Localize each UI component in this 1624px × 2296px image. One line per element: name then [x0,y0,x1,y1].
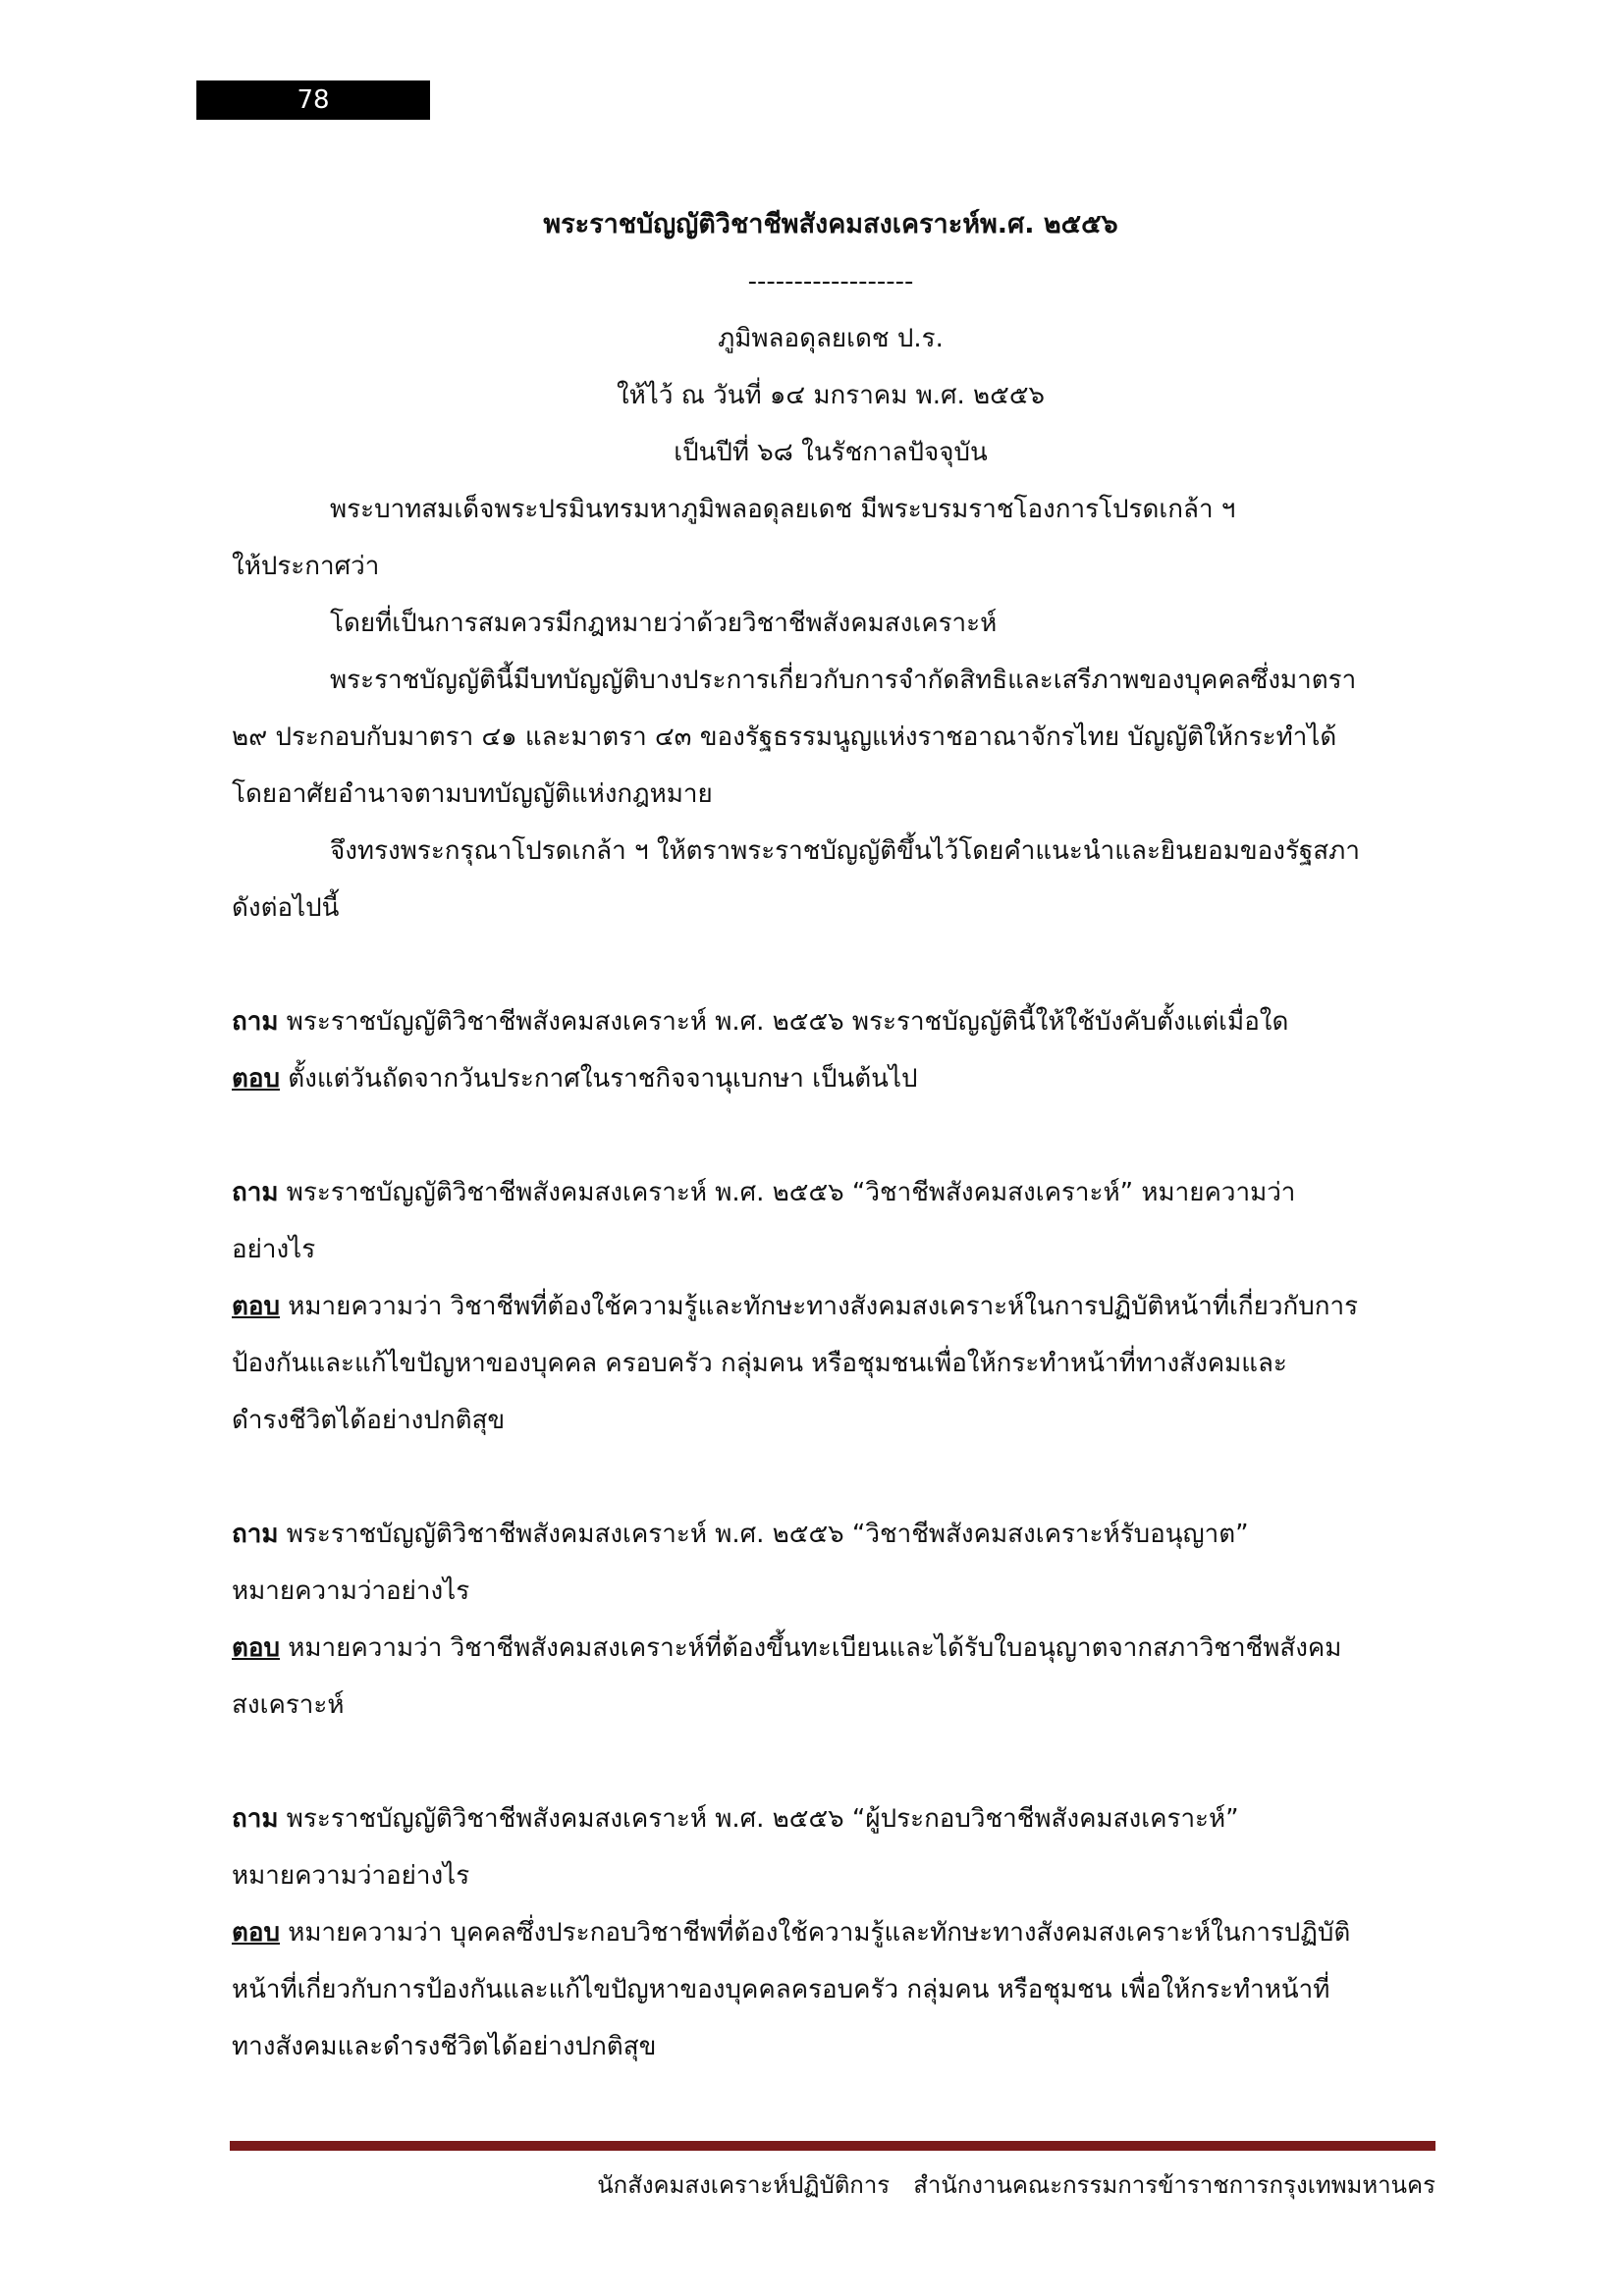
answer-text: สงเคราะห์ [232,1690,345,1720]
answer-line [232,1961,1430,2018]
answer-text: หน้าที่เกี่ยวกับการป้องกันและแก้ไขปัญหาของบุคคลครอบครัว กลุ่มคน หรือชุมชน เพื่อให้กระทำหน้าที่ [232,1975,1330,2004]
answer-text: ป้องกันและแก้ไขปัญหาของบุคคล ครอบครัว กลุ่มคน หรือชุมชนเพื่อให้กระทำหน้าที่ทางสังคมและ [232,1349,1287,1378]
answer-line [232,2018,1430,2075]
answer-label: ตอบ [232,1633,281,1663]
footer-position: นักสังคมสงเคราะห์ปฏิบัติการ [597,2171,891,2199]
qa-item [232,993,1430,1107]
question-text: พระราชบัญญัติวิชาชีพสังคมสงเคราะห์ พ.ศ. ๒๕๕๖ “ผู้ประกอบวิชาชีพสังคมสงเคราะห์” [286,1804,1239,1834]
answer-line [232,1392,1430,1449]
preamble-paragraph-2: โดยที่เป็นการสมควรมีกฎหมายว่าด้วยวิชาชีพสังคมสงเคราะห์ [330,609,998,638]
preamble-paragraph-1-cont: ให้ประกาศว่า [232,552,380,581]
question-text: พระราชบัญญัติวิชาชีพสังคมสงเคราะห์ พ.ศ. ๒๕๕๖ พระราชบัญญัตินี้ให้ใช้บังคับตั้งแต่เมื่อใด [286,1007,1289,1037]
question-text: พระราชบัญญัติวิชาชีพสังคมสงเคราะห์ พ.ศ. ๒๕๕๖ “วิชาชีพสังคมสงเคราะห์” หมายความว่า [286,1178,1296,1207]
title-divider: ------------------ [747,267,914,296]
answer-text: หมายความว่า บุคคลซึ่งประกอบวิชาชีพที่ต้องใช้ความรู้และทักษะทางสังคมสงเคราะห์ในการปฏิบัติ [288,1918,1351,1948]
answer-line [232,1050,1430,1107]
qa-list [232,993,1430,2075]
question-text: พระราชบัญญัติวิชาชีพสังคมสงเคราะห์ พ.ศ. ๒๕๕๖ “วิชาชีพสังคมสงเคราะห์รับอนุญาต” [286,1520,1249,1549]
answer-line [232,1278,1430,1335]
preamble-paragraph-1: พระบาทสมเด็จพระปรมินทรมหาภูมิพลอดุลยเดช มีพระบรมราชโองการโปรดเกล้า ฯ [330,495,1236,524]
question-text: อย่างไร [232,1235,316,1264]
question-text: หมายความว่าอย่างไร [232,1576,470,1606]
answer-line [232,1335,1430,1392]
question-line [232,1563,1430,1620]
answer-text: ทางสังคมและดำรงชีวิตได้อย่างปกติสุข [232,2032,657,2061]
answer-line [232,1677,1430,1734]
question-label: ถาม [232,1804,279,1834]
question-label: ถาม [232,1520,279,1549]
answer-line [232,1620,1430,1677]
question-label: ถาม [232,1007,279,1037]
question-line [232,1164,1430,1221]
answer-line [232,1904,1430,1961]
answer-text: ตั้งแต่วันถัดจากวันประกาศในราชกิจจานุเบกษา เป็นต้นไป [288,1064,918,1094]
footer-organization: สำนักงานคณะกรรมการข้าราชการกรุงเทพมหานคร [913,2171,1435,2199]
given-date: ให้ไว้ ณ วันที่ ๑๔ มกราคม พ.ศ. ๒๕๕๖ [616,381,1046,410]
preamble-paragraph-3-cont: ๒๙ ประกอบกับมาตรา ๔๑ และมาตรา ๔๓ ของรัฐธรรมนูญแห่งราชอาณาจักรไทย บัญญัติให้กระทำได้ [232,722,1337,752]
preamble-paragraph-3: พระราชบัญญัตินี้มีบทบัญญัติบางประการเกี่ยวกับการจำกัดสิทธิและเสรีภาพของบุคคลซึ่งมาตรา [330,666,1357,695]
answer-text: หมายความว่า วิชาชีพที่ต้องใช้ความรู้และทักษะทางสังคมสงเคราะห์ในการปฏิบัติหน้าที่เกี่ยวกับการ [288,1292,1359,1321]
preamble-paragraph-4-cont: ดังต่อไปนี้ [232,893,340,923]
qa-item [232,1164,1430,1449]
qa-item [232,1506,1430,1734]
question-line [232,1506,1430,1563]
preamble-paragraph-3-cont: โดยอาศัยอำนาจตามบทบัญญัติแห่งกฎหมาย [232,779,713,809]
question-label: ถาม [232,1178,279,1207]
reign-year: เป็นปีที่ ๖๘ ในรัชกาลปัจจุบัน [674,438,988,467]
answer-label: ตอบ [232,1918,281,1948]
royal-signature: ภูมิพลอดุลยเดช ป.ร. [718,324,944,353]
document-body [232,196,1430,2075]
question-line [232,993,1430,1050]
answer-label: ตอบ [232,1064,281,1094]
question-text: หมายความว่าอย่างไร [232,1861,470,1891]
question-line [232,1790,1430,1847]
footer-divider [230,2141,1435,2151]
answer-text: ดำรงชีวิตได้อย่างปกติสุข [232,1406,506,1435]
answer-label: ตอบ [232,1292,281,1321]
question-line [232,1221,1430,1278]
qa-item [232,1790,1430,2075]
answer-text: หมายความว่า วิชาชีพสังคมสงเคราะห์ที่ต้องขึ้นทะเบียนและได้รับใบอนุญาตจากสภาวิชาชีพสังคม [288,1633,1342,1663]
footer [230,2165,1435,2205]
question-line [232,1847,1430,1904]
document-title: พระราชบัญญัติวิชาชีพสังคมสงเคราะห์พ.ศ. ๒๕๕๖ [543,209,1118,240]
page-number: 78 [196,80,430,120]
preamble-paragraph-4: จึงทรงพระกรุณาโปรดเกล้า ฯ ให้ตราพระราชบัญญัติขึ้นไว้โดยคำแนะนำและยินยอมของรัฐสภา [330,836,1360,866]
